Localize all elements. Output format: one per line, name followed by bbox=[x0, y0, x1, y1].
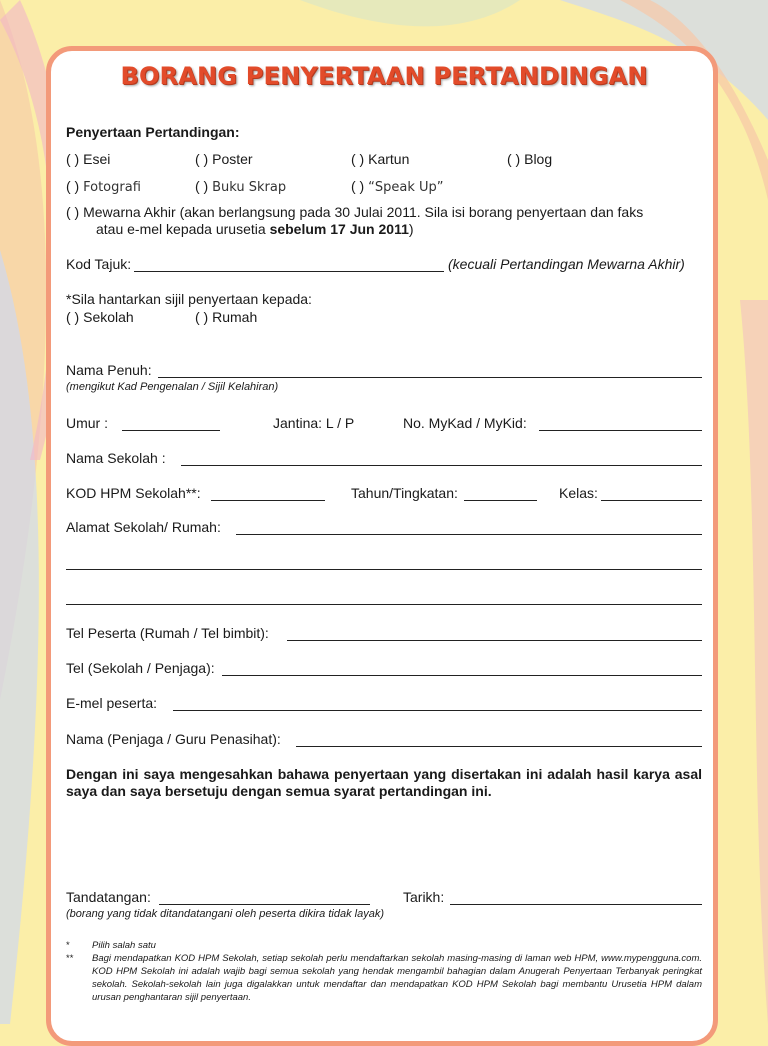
nama-penjaga-field[interactable] bbox=[296, 746, 702, 747]
nama-penuh-field[interactable] bbox=[158, 377, 702, 378]
footnote-1 bbox=[66, 939, 702, 952]
checkbox-sekolah[interactable]: ( ) Sekolah bbox=[66, 309, 134, 325]
nama-sekolah-field[interactable] bbox=[181, 465, 702, 466]
tarikh-field[interactable] bbox=[450, 904, 702, 905]
kod-tajuk-note: (kecuali Pertandingan Mewarna Akhir) bbox=[448, 256, 685, 272]
tandatangan-label: Tandatangan: bbox=[66, 889, 151, 905]
checkbox-mewarna-akhir[interactable]: ( ) Mewarna Akhir (akan berlangsung pada 30 Julai 2011. Sila isi borang penyertaan dan faks bbox=[66, 204, 644, 220]
checkbox-speak-up[interactable]: ( ) “Speak Up” bbox=[351, 178, 444, 195]
tarikh-label: Tarikh: bbox=[403, 889, 445, 905]
emel-label: E-mel peserta: bbox=[66, 695, 158, 711]
nama-penuh-note: (mengikut Kad Pengenalan / Sijil Kelahiran) bbox=[66, 381, 279, 393]
checkbox-kartun[interactable]: ( ) Kartun bbox=[351, 151, 410, 167]
footnote-text: Bagi mendapatkan KOD HPM Sekolah, setiap sekolah perlu mendaftarkan sekolah masing-masing di laman web HPM, www.mypengguna.com. KOD HPM Sekolah ini adalah wajib bagi semua sekolah yang hendak mengambil bahagian dalam Anugerah Penyertaan Terbanyak peringkat sekolah. Sekolah-sekolah lain juga digalakkan untuk mendaftar dan mendapatkan KOD HPM Sekolah bagi membantu Urusetia HPM dalam urusan penghantaran sijil penyertaan. bbox=[92, 953, 702, 1003]
mykad-field[interactable] bbox=[539, 430, 702, 431]
mykad-label: No. MyKad / MyKid: bbox=[403, 415, 527, 431]
jantina-field[interactable]: Jantina: L / P bbox=[273, 415, 355, 431]
footnotes bbox=[66, 939, 702, 1004]
declaration-text: Dengan ini saya mengesahkan bahawa penyertaan yang disertakan ini adalah hasil karya asal saya dan saya bersetuju dengan semua syarat pertandingan ini. bbox=[66, 766, 702, 799]
checkbox-rumah[interactable]: ( ) Rumah bbox=[195, 309, 258, 325]
checkbox-poster[interactable]: ( ) Poster bbox=[195, 151, 253, 167]
footnote-marker: ** bbox=[66, 953, 74, 964]
tel-sekolah-label: Tel (Sekolah / Penjaga): bbox=[66, 660, 215, 676]
tahun-field[interactable] bbox=[464, 500, 537, 501]
checkbox-blog[interactable]: ( ) Blog bbox=[507, 151, 553, 167]
footnote-marker: * bbox=[66, 940, 70, 951]
alamat-field-line-3[interactable] bbox=[66, 604, 702, 605]
section-heading: Penyertaan Pertandingan: bbox=[66, 124, 240, 140]
kelas-field[interactable] bbox=[601, 500, 702, 501]
kelas-label: Kelas: bbox=[559, 485, 598, 501]
kod-hpm-label: KOD HPM Sekolah**: bbox=[66, 485, 201, 501]
form-title: BORANG PENYERTAAN PERTANDINGAN bbox=[120, 62, 648, 90]
tandatangan-field[interactable] bbox=[159, 904, 370, 905]
certificate-label: *Sila hantarkan sijil penyertaan kepada: bbox=[66, 291, 312, 307]
tahun-label: Tahun/Tingkatan: bbox=[351, 485, 458, 501]
kod-hpm-field[interactable] bbox=[211, 500, 325, 501]
checkbox-buku-skrap[interactable]: ( ) Buku Skrap bbox=[195, 178, 287, 195]
tel-sekolah-field[interactable] bbox=[222, 675, 702, 676]
nama-penjaga-label: Nama (Penjaga / Guru Penasihat): bbox=[66, 731, 281, 747]
alamat-field-line-2[interactable] bbox=[66, 569, 702, 570]
umur-label: Umur : bbox=[66, 415, 108, 431]
mewarna-deadline: atau e-mel kepada urusetia sebelum 17 Jun 2011) bbox=[96, 221, 414, 237]
kod-tajuk-field[interactable] bbox=[134, 271, 444, 272]
umur-field[interactable] bbox=[122, 430, 220, 431]
nama-sekolah-label: Nama Sekolah : bbox=[66, 450, 166, 466]
footnote-2 bbox=[66, 952, 702, 1004]
signature-note: (borang yang tidak ditandatangani oleh peserta dikira tidak layak) bbox=[66, 908, 384, 920]
alamat-label: Alamat Sekolah/ Rumah: bbox=[66, 519, 221, 535]
tel-peserta-label: Tel Peserta (Rumah / Tel bimbit): bbox=[66, 625, 269, 641]
nama-penuh-label: Nama Penuh: bbox=[66, 362, 152, 378]
checkbox-fotografi[interactable]: ( ) Fotografi bbox=[66, 178, 141, 195]
kod-tajuk-label: Kod Tajuk: bbox=[66, 256, 132, 272]
alamat-field[interactable] bbox=[236, 534, 702, 535]
emel-field[interactable] bbox=[173, 710, 702, 711]
checkbox-esei[interactable]: ( ) Esei bbox=[66, 151, 111, 167]
footnote-text: Pilih salah satu bbox=[92, 940, 156, 951]
tel-peserta-field[interactable] bbox=[287, 640, 702, 641]
